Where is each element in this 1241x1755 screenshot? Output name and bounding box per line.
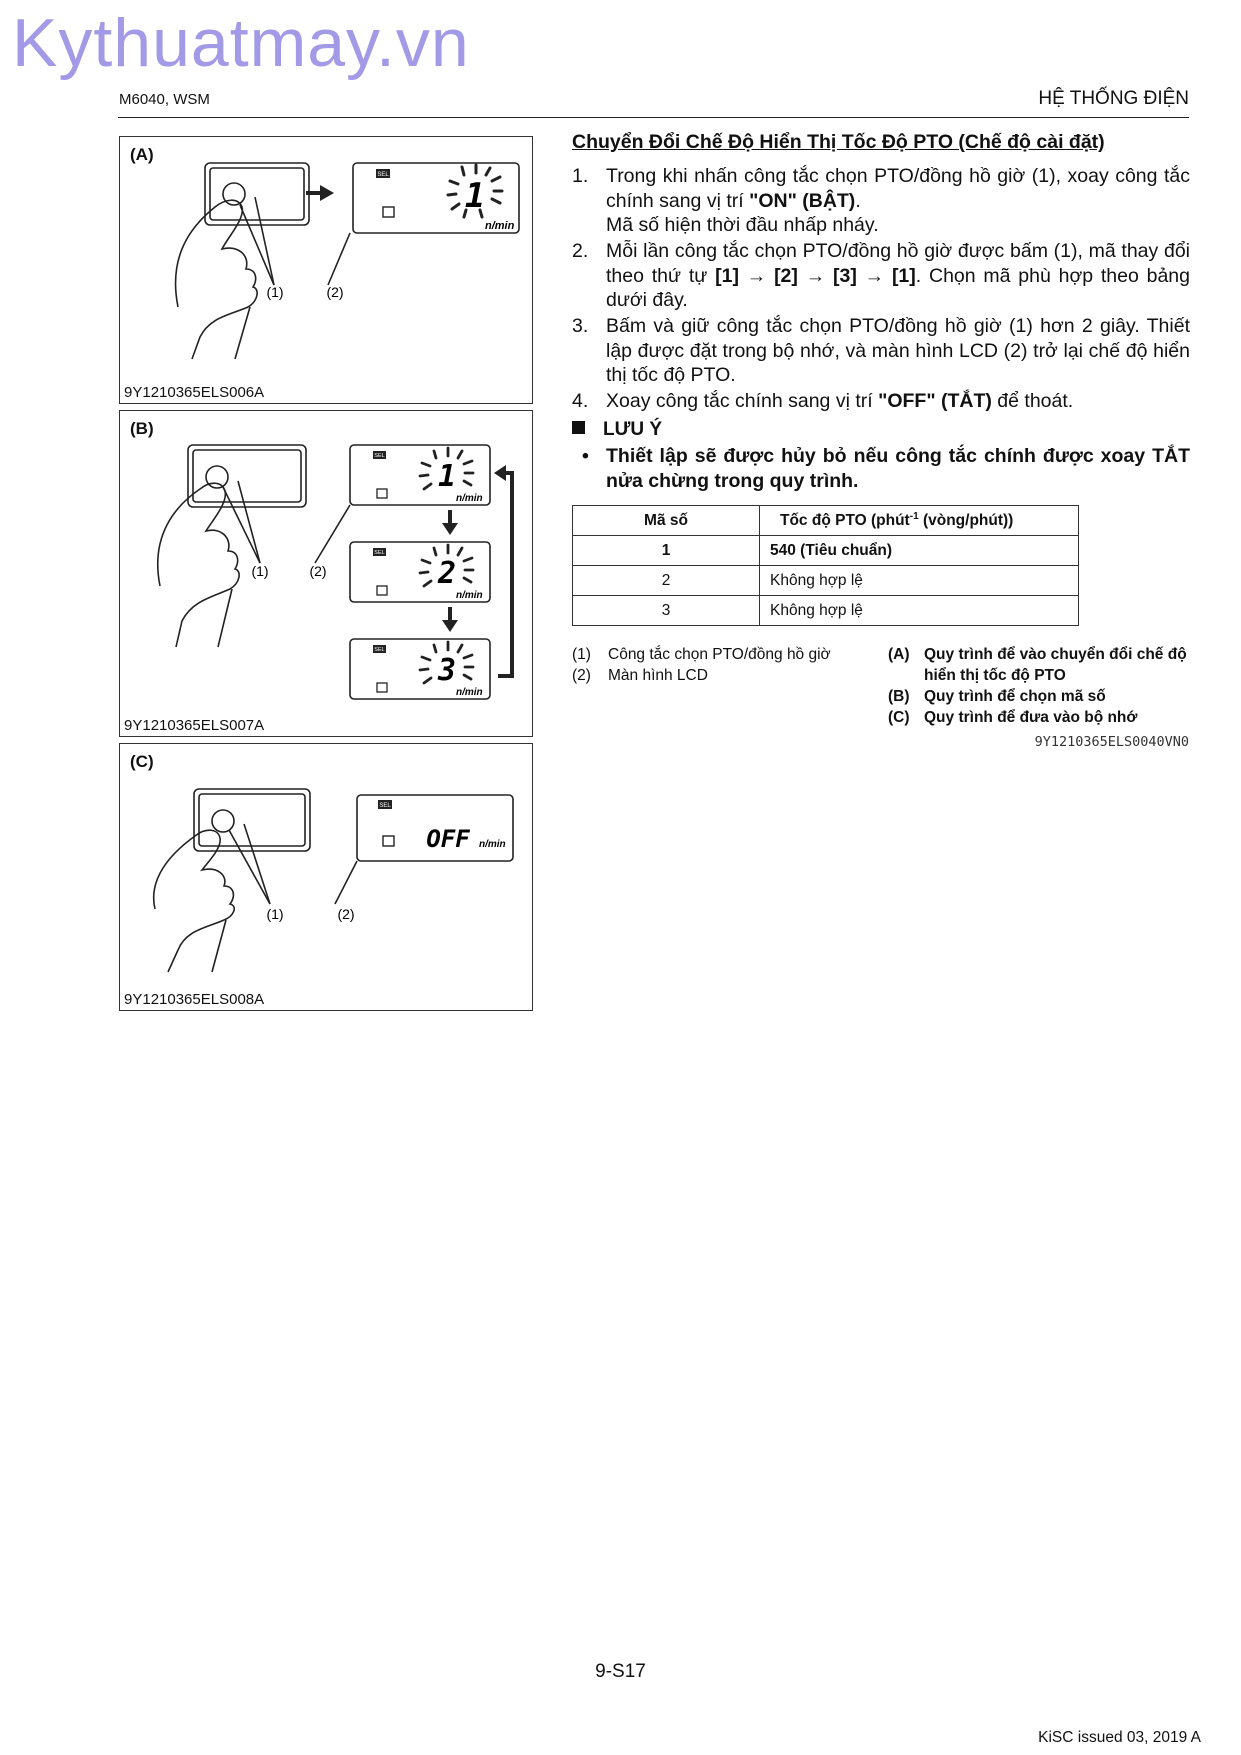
- lcd-b2-sel: SEL: [374, 550, 385, 556]
- legend-key: (C): [888, 709, 910, 726]
- step-2: [572, 239, 1190, 314]
- table-cell-code: 1: [573, 536, 760, 566]
- step-2-text: Mỗi lần công tắc chọn PTO/đồng hồ giờ được bấm (1), mã thay đổi theo thứ tự: [606, 240, 1190, 287]
- legend-key: (1): [572, 646, 591, 663]
- header-model: M6040, WSM: [119, 91, 210, 108]
- table-cell-code: 2: [573, 566, 760, 596]
- step-1-line2: Mã số hiện thời đầu nhấp nháy.: [606, 214, 879, 236]
- legend-item: [572, 644, 862, 665]
- table-row: [573, 566, 1079, 596]
- step-1-number: 1.: [572, 165, 589, 187]
- callout-c-1: (1): [266, 906, 284, 922]
- panel-b-label: (B): [130, 419, 154, 438]
- table-header-speed-text: Tốc độ PTO (phút: [780, 512, 910, 530]
- step-2-seq-4: [1]: [891, 264, 916, 287]
- lcd-b3-unit: n/min: [456, 687, 483, 698]
- table-header-speed: [760, 506, 1079, 536]
- step-2-seq-3: [3]: [833, 264, 857, 287]
- step-1-bold: "ON" (BẬT): [749, 189, 856, 212]
- table-header-row: [573, 506, 1079, 536]
- square-bullet-icon: [572, 421, 585, 434]
- callout-b-2: (2): [309, 563, 327, 579]
- figure-a-illustration: [120, 137, 534, 405]
- table-row: [573, 536, 1079, 566]
- header-rule: [118, 117, 1189, 118]
- callout-a-2: (2): [326, 284, 344, 300]
- table-cell-speed: Không hợp lệ: [760, 596, 1079, 626]
- step-4: [572, 389, 1190, 415]
- page-number: 9-S17: [595, 1661, 646, 1682]
- figure-c-illustration: [120, 744, 534, 1012]
- lcd-a-digit: 1: [464, 176, 486, 216]
- legend-value: Công tắc chọn PTO/đồng hồ giờ: [608, 646, 831, 663]
- section-title: Chuyển Đổi Chế Độ Hiển Thị Tốc Độ PTO (Chế độ cài đặt): [572, 131, 1105, 153]
- step-3-number: 3.: [572, 315, 589, 337]
- panel-b-code: 9Y1210365ELS007A: [124, 717, 265, 734]
- step-1-text: Trong khi nhấn công tắc chọn PTO/đồng hồ giờ (1), xoay công tắc chính sang vị trí: [606, 165, 1190, 212]
- step-4-text: Xoay công tắc chính sang vị trí: [606, 390, 879, 412]
- lcd-c-unit: n/min: [479, 839, 506, 850]
- legend-key: (A): [888, 646, 910, 663]
- figure-panel-b: [119, 410, 533, 737]
- panel-c-label: (C): [130, 752, 154, 771]
- lcd-b3-sel: SEL: [374, 647, 385, 653]
- legend-item: [888, 707, 1190, 728]
- issued-note: KiSC issued 03, 2019 A: [1038, 1729, 1201, 1746]
- callout-b-1: (1): [251, 563, 269, 579]
- lcd-b1-unit: n/min: [456, 493, 483, 504]
- step-2-arrow-2: →: [805, 264, 826, 287]
- legend-item: [888, 644, 1190, 686]
- step-4-number: 4.: [572, 390, 589, 412]
- legend-value: Màn hình LCD: [608, 667, 708, 684]
- lcd-b1-digit: 1: [437, 459, 457, 494]
- legend-value: Quy trình để vào chuyển đổi chế độ hiển thị tốc độ PTO: [924, 646, 1187, 684]
- table-header-speed-sup: -1: [909, 510, 919, 522]
- lcd-b3-digit: 3: [437, 653, 457, 688]
- pto-code-table: [572, 505, 1079, 626]
- note-text: Thiết lập sẽ được hủy bỏ nếu công tắc chính được xoay TẮT nửa chừng trong quy trình.: [606, 445, 1190, 492]
- table-header-speed-unit: (vòng/phút)): [918, 512, 1014, 530]
- step-1-end: .: [855, 189, 861, 212]
- figure-b-illustration: [120, 411, 534, 738]
- table-row: [573, 596, 1079, 626]
- bullet-icon: •: [582, 445, 589, 467]
- table-header-code: Mã số: [573, 506, 760, 536]
- callout-c-2: (2): [337, 906, 355, 922]
- figure-panel-a: [119, 136, 533, 404]
- lcd-b2-unit: n/min: [456, 590, 483, 601]
- note-body: [572, 444, 1190, 496]
- step-2-arrow-3: →: [864, 264, 885, 287]
- legend-key: (B): [888, 688, 910, 705]
- table-cell-code: 3: [573, 596, 760, 626]
- watermark: Kythuatmay.vn: [12, 5, 470, 81]
- table-cell-speed: Không hợp lệ: [760, 566, 1079, 596]
- legend-value: Quy trình để chọn mã số: [924, 688, 1106, 705]
- header-section: HỆ THỐNG ĐIỆN: [1038, 88, 1189, 109]
- note-heading: [572, 419, 662, 441]
- step-1: [572, 164, 1190, 239]
- lcd-a-sel: SEL: [377, 172, 389, 178]
- lcd-c-sel: SEL: [379, 803, 391, 809]
- step-4-bold: "OFF" (TẮT): [878, 390, 992, 412]
- document-code: 9Y1210365ELS0040VN0: [1034, 734, 1189, 750]
- legend-right: [888, 644, 1190, 730]
- legend-left: [572, 644, 862, 688]
- step-3: [572, 314, 1190, 389]
- step-2-seq-1: [1]: [715, 264, 739, 287]
- legend-key: (2): [572, 667, 591, 684]
- lcd-b1-sel: SEL: [374, 453, 385, 459]
- panel-a-label: (A): [130, 145, 154, 164]
- panel-a-code: 9Y1210365ELS006A: [124, 384, 265, 401]
- step-2-seq-2: [2]: [774, 264, 798, 287]
- table-cell-speed: 540 (Tiêu chuẩn): [760, 536, 1079, 566]
- legend-item: [572, 665, 862, 686]
- callout-a-1: (1): [266, 284, 284, 300]
- step-2-end: . Chọn mã phù hợp theo bảng dưới đây.: [606, 264, 1190, 311]
- legend-item: [888, 686, 1190, 707]
- lcd-c-text: OFF: [426, 825, 470, 853]
- panel-c-code: 9Y1210365ELS008A: [124, 991, 265, 1008]
- legend-value: Quy trình để đưa vào bộ nhớ: [924, 709, 1138, 726]
- lcd-b2-digit: 2: [437, 556, 457, 591]
- step-2-arrow-1: →: [746, 264, 767, 287]
- step-2-number: 2.: [572, 240, 589, 262]
- step-3-text: Bấm và giữ công tắc chọn PTO/đồng hồ giờ (1) hơn 2 giây. Thiết lập được đặt trong bộ nhớ, và màn hình LCD (2) trở lại chế độ hiển thị tốc độ PTO.: [606, 315, 1190, 386]
- lcd-a-unit: n/min: [485, 220, 515, 232]
- figure-panel-c: [119, 743, 533, 1011]
- step-4-end: để thoát.: [991, 390, 1074, 412]
- note-heading-text: LƯU Ý: [603, 419, 663, 440]
